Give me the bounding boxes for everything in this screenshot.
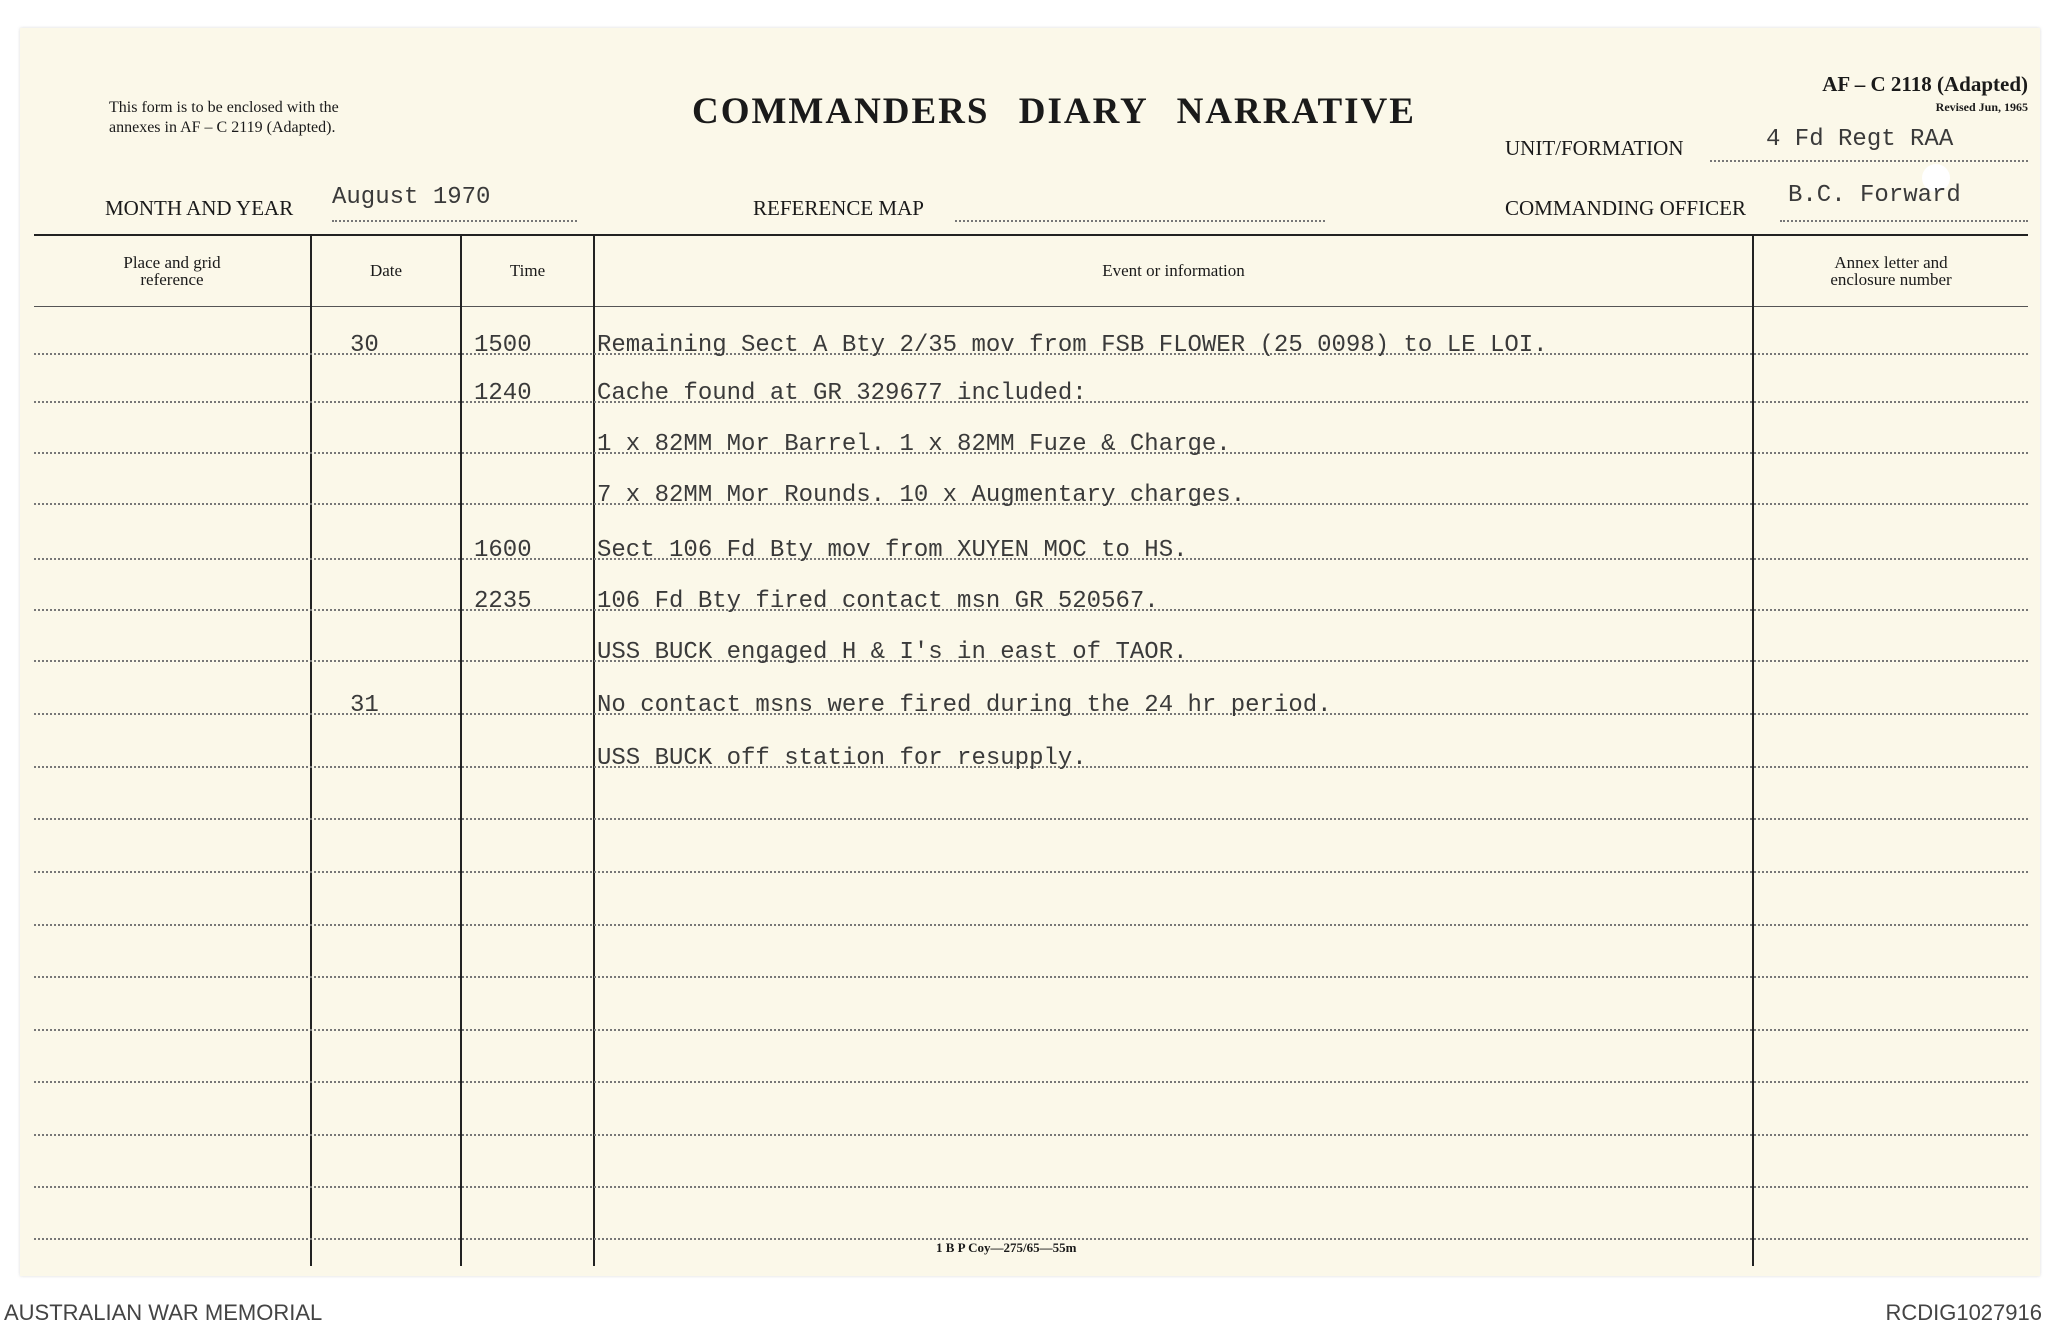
month-year-field [332,184,577,222]
commanding-officer-field [1780,182,2028,222]
col-header-time: Time [509,261,546,280]
commanding-officer-label: COMMANDING OFFICER [1505,196,1746,220]
row-date: 31 [350,692,379,719]
row-event: 106 Fd Bty fired contact msn GR 520567. [597,588,1159,615]
col-divider-date-time [460,234,462,1266]
enclose-note-line2: annexes in AF – C 2119 (Adapted). [109,119,336,136]
row-time: 1500 [474,332,532,359]
col-header-annex-line2: enclosure number [1830,270,1952,289]
row-event: 7 x 82MM Mor Rounds. 10 x Augmentary charges. [597,482,1246,509]
month-year-label: MONTH AND YEAR [105,196,294,220]
col-divider-time-event [593,234,595,1266]
table-top-rule [34,234,2028,236]
col-header-place-line1: Place and grid [123,253,221,272]
revised-date: Revised Jun, 1965 [1935,100,2028,114]
diary-form-sheet [20,28,2040,1276]
enclose-note [109,98,339,138]
col-header-annex [1754,254,2028,288]
col-header-place-line2: reference [140,270,204,289]
table-header-rule [34,306,2028,307]
row-time: 1240 [474,380,532,407]
col-header-date: Date [369,261,403,280]
page-title: COMMANDERS DIARY NARRATIVE [692,91,1416,132]
enclose-note-line1: This form is to be enclosed with the [109,99,339,116]
col-header-place [34,254,310,288]
unit-label: UNIT/FORMATION [1505,136,1684,160]
row-time: 2235 [474,588,532,615]
row-time: 1600 [474,537,532,564]
archive-id: RCDIG1027916 [1885,1300,2042,1325]
row-event: 1 x 82MM Mor Barrel. 1 x 82MM Fuze & Charge. [597,431,1231,458]
col-header-event: Event or information [1102,261,1245,280]
form-id: AF – C 2118 (Adapted) [1822,72,2028,96]
row-event: No contact msns were fired during the 24 hr period. [597,692,1332,719]
commanding-officer-value: B.C. Forward [1788,182,1961,209]
row-event: Sect 106 Fd Bty mov from XUYEN MOC to HS. [597,537,1188,564]
col-divider-place-date [310,234,312,1266]
row-event: USS BUCK off station for resupply. [597,745,1087,772]
month-year-value: August 1970 [332,184,491,211]
unit-field [1710,128,2028,162]
col-header-annex-line1: Annex letter and [1834,253,1948,272]
reference-map-label: REFERENCE MAP [753,196,924,220]
row-date: 30 [350,332,379,359]
reference-map-field [955,188,1325,222]
row-event: Cache found at GR 329677 included: [597,380,1087,407]
row-event: USS BUCK engaged H & I's in east of TAOR. [597,639,1188,666]
unit-value: 4 Fd Regt RAA [1766,126,1954,153]
printer-mark: 1 B P Coy—275/65—55m [936,1240,1077,1255]
col-divider-event-annex [1752,234,1754,1266]
archive-name: AUSTRALIAN WAR MEMORIAL [4,1300,323,1325]
row-event: Remaining Sect A Bty 2/35 mov from FSB FLOWER (25 0098) to LE LOI. [597,332,1548,359]
